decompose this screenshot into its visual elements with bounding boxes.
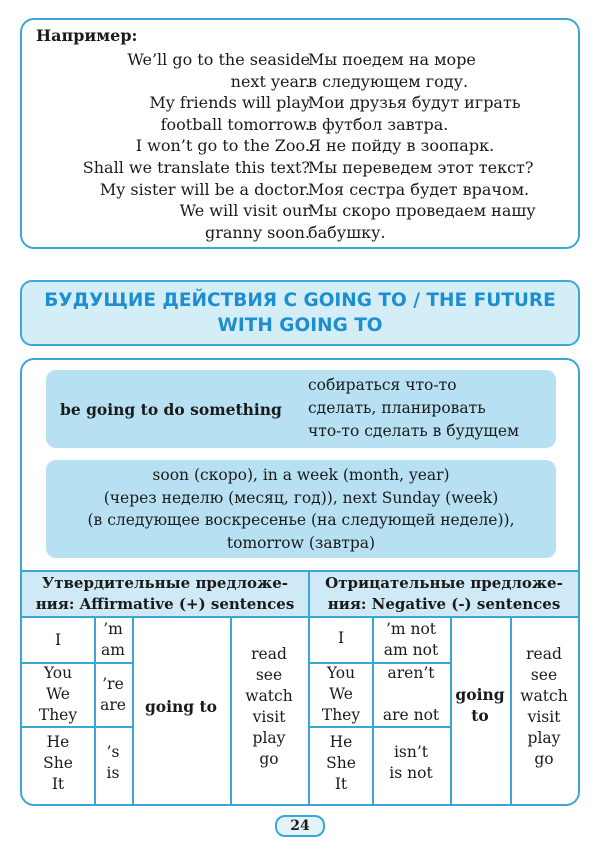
example-row xyxy=(22,72,578,94)
example-russian: Мы скоро проведаем нашу xyxy=(308,201,536,221)
example-english: We’ll go to the seaside xyxy=(127,50,310,69)
example-row xyxy=(22,223,578,245)
negative-verbs: read see watch visit play go xyxy=(520,645,568,768)
negative-going-to: going to xyxy=(455,685,505,725)
negative-pronoun-plural: You We They xyxy=(321,664,361,724)
example-row xyxy=(22,136,578,158)
definition-meaning: собираться что-то сделать, планировать что-то сделать в будущем xyxy=(308,376,520,440)
section-title-box xyxy=(20,280,580,346)
examples-list xyxy=(22,50,578,244)
examples-box xyxy=(20,18,580,249)
section-title: БУДУЩИЕ ДЕЙСТВИЯ С GOING TO / THE FUTURE WITH GOING TO xyxy=(44,290,556,336)
grammar-box xyxy=(20,358,580,806)
example-english: Shall we translate this text? xyxy=(82,157,310,177)
example-russian: в следующем году. xyxy=(308,71,469,91)
example-row xyxy=(22,50,578,72)
example-english: My friends will play xyxy=(149,93,310,113)
example-english: My sister will be a doctor. xyxy=(99,179,310,199)
table-line xyxy=(22,726,132,728)
affirmative-aux-is: ’s is xyxy=(106,743,120,782)
example-english: football tomorrow. xyxy=(160,114,310,134)
example-row xyxy=(22,201,578,223)
definition-term: be going to do something xyxy=(60,400,282,419)
negative-pronoun-i: I xyxy=(337,629,345,647)
example-row xyxy=(22,180,578,202)
negative-aux-are-not: aren’t are not xyxy=(382,664,440,724)
time-expressions: soon (скоро), in a week (month, year) (через неделю (месяц, год)), next Sunday (week) (в следующее воскресенье (на следующей неделе)), tomorrow (завтра) xyxy=(87,466,515,552)
page-number: 24 xyxy=(290,818,310,834)
example-russian: Мы поедем на море xyxy=(308,50,476,69)
table-header-border xyxy=(22,616,578,618)
example-russian: Мы переведем этот текст? xyxy=(308,157,534,177)
negative-header: Отрицательные предложе- ния: Negative (-) sentences xyxy=(325,574,563,613)
affirmative-going-to: going to xyxy=(144,697,218,716)
definition-panel xyxy=(46,370,556,448)
example-russian: Мои друзья будут играть xyxy=(308,93,521,113)
examples-title: Например: xyxy=(36,26,138,45)
affirmative-verbs: read see watch visit play go xyxy=(245,645,293,768)
example-russian: Моя сестра будет врачом. xyxy=(308,179,530,199)
affirmative-header: Утвердительные предложе- ния: Affirmative (+) sentences xyxy=(35,574,295,613)
example-russian: в футбол завтра. xyxy=(308,114,449,134)
table-top-border xyxy=(22,570,578,572)
affirmative-aux-am: ’m am xyxy=(101,620,125,659)
example-english: We will visit our xyxy=(179,201,310,221)
example-english: I won’t go to the Zoo. xyxy=(135,136,310,156)
example-row xyxy=(22,115,578,137)
affirmative-pronoun-plural: You We They xyxy=(38,664,78,724)
example-row xyxy=(22,93,578,115)
affirmative-pronoun-i: I xyxy=(54,631,62,649)
negative-pronoun-third: He She It xyxy=(326,733,356,793)
example-russian: бабушку. xyxy=(308,222,386,242)
time-expressions-panel xyxy=(46,460,556,558)
affirmative-aux-are: ’re are xyxy=(100,675,126,714)
negative-aux-is-not: isn’t is not xyxy=(389,743,433,782)
table-line xyxy=(310,726,450,728)
page-number-badge xyxy=(275,815,325,837)
negative-aux-am-not: ’m not am not xyxy=(383,620,439,659)
affirmative-pronoun-third: He She It xyxy=(43,733,73,793)
example-english: granny soon. xyxy=(204,222,310,242)
example-russian: Я не пойду в зоопарк. xyxy=(308,136,495,156)
example-row xyxy=(22,158,578,180)
example-english: next year. xyxy=(230,71,310,91)
